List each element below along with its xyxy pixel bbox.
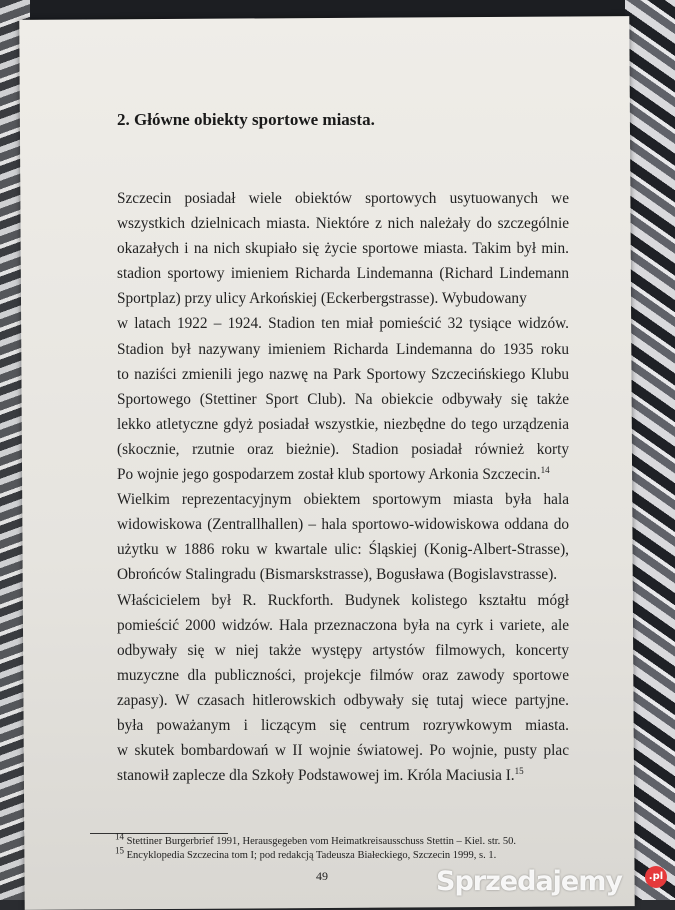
text-line — [117, 286, 569, 311]
watermark-badge: .pl — [645, 866, 667, 888]
text-line — [117, 462, 569, 487]
line-text: w skutek bombardowań w II wojnie światowej. Po wojnie, pusty plac — [117, 742, 569, 760]
text-line — [117, 311, 569, 336]
text-line — [117, 738, 569, 763]
body-text — [117, 186, 569, 788]
section-heading: 2. Główne obiekty sportowe miasta. — [117, 110, 375, 129]
line-text: to naziści zmienili jego nazwę na Park Sportowy Szczecińskiego Klubu — [117, 365, 569, 383]
line-text: Właścicielem był R. Ruckforth. Budynek kolistego kształtu mógł — [117, 591, 569, 609]
footnote-text: Stettiner Burgerbrief 1991, Herausgegeben vom Heimatkreisausschuss Stettin – Kiel. str. 50. — [126, 836, 517, 847]
text-line — [117, 412, 569, 437]
text-line — [117, 663, 569, 688]
text-line — [117, 236, 569, 261]
text-line — [117, 362, 569, 387]
line-text: wszystkich dzielnicach miasta. Niektóre z nich należały do szczególnie — [117, 215, 569, 233]
line-text: pomieścić 2000 widzów. Hala przeznaczona była na cyrk i variete, ale — [117, 616, 569, 634]
line-text: stanowił zaplecze dla Szkoły Podstawowej im. Króla Maciusia I. — [117, 767, 515, 785]
text-line — [117, 713, 569, 738]
text-line — [117, 562, 569, 587]
line-text: zapasy). W czasach hitlerowskich odbywały się tutaj wiece partyjne. — [117, 691, 569, 709]
line-text: Obrońców Stalingradu (Bismarskstrasse), Bogusława (Bogislavstrasse). — [117, 566, 558, 584]
watermark-logo: Sprzedajemy — [436, 866, 622, 897]
line-text: była poważanym i liczącym się centrum rozrywkowym miasta. — [117, 716, 569, 734]
line-text: muzyczne dla publiczności, projekcje filmów oraz zawody sportowe — [117, 666, 569, 684]
footnote-reference: 15 — [514, 766, 524, 777]
text-line — [117, 211, 569, 236]
text-line — [117, 512, 569, 537]
text-line — [117, 186, 569, 211]
line-text: stadion sportowy imieniem Richarda Lindemanna (Richard Lindemann — [117, 265, 569, 283]
line-text: w latach 1922 – 1924. Stadion ten miał pomieścić 32 tysiące widzów. — [117, 315, 569, 333]
footnote-14 — [115, 831, 517, 848]
line-text: Wielkim reprezentacyjnym obiektem sportowym miasta była hala — [117, 491, 569, 509]
footnote-separator — [90, 833, 228, 834]
line-text: Po wojnie jego gospodarzem został klub sportowy Arkonia Szczecin. — [117, 466, 541, 484]
line-text: (skocznie, rzutnie oraz bieżnie). Stadion posiadał również korty — [117, 440, 569, 458]
text-line — [117, 613, 569, 638]
footnote-text: Encyklopedia Szczecina tom I; pod redakcją Tadeusza Białeckiego, Szczecin 1999, s. 1. — [126, 850, 497, 861]
text-line — [117, 588, 569, 613]
text-line — [117, 688, 569, 713]
text-line — [117, 763, 569, 788]
text-line — [117, 387, 569, 412]
text-line — [117, 261, 569, 286]
footnote-15 — [115, 845, 497, 862]
text-line — [117, 537, 569, 562]
page-number: 49 — [316, 869, 328, 883]
line-text: widowiskowa (Zentrallhallen) – hala sportowo-widowiskowa oddana do — [117, 516, 569, 534]
footnote-reference: 14 — [540, 464, 550, 475]
line-text: lekko atletyczne gdyż posiadał wszystkie, niezbędne do tego urządzenia — [117, 415, 569, 433]
line-text: Szczecin posiadał wiele obiektów sportowych usytuowanych we — [117, 190, 569, 207]
line-text: Stadion był nazywany imieniem Richarda Lindemanna do 1935 roku — [117, 340, 569, 358]
text-line — [117, 487, 569, 512]
text-line — [117, 337, 569, 362]
line-text: Sportowego (Stettiner Sport Club). Na obiekcie odbywały się także — [117, 390, 569, 408]
footnote-number: 14 — [115, 831, 124, 842]
line-text: Sportplaz) przy ulicy Arkońskiej (Eckerbergstrasse). Wybudowany — [117, 290, 527, 308]
text-line — [117, 638, 569, 663]
line-text: odbywały się w niej także występy artystów filmowych, koncerty — [117, 641, 569, 659]
line-text: użytku w 1886 roku w kwartale ulic: Śląskiej (Konig-Albert-Strasse), — [117, 541, 569, 559]
footnote-number: 15 — [115, 845, 124, 856]
line-text: okazałych i na nich skupiało się życie sportowe miasta. Takim był min. — [117, 240, 569, 258]
text-line — [117, 437, 569, 462]
